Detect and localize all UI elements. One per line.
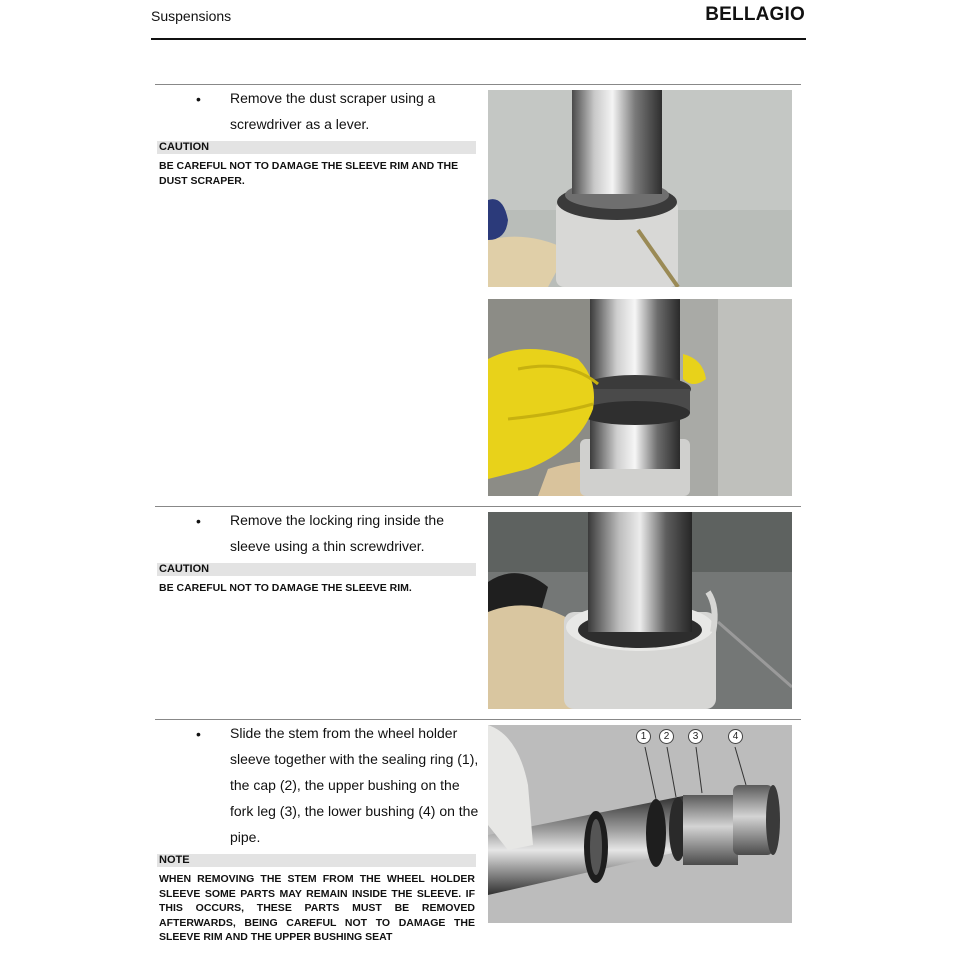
caution-label: CAUTION — [157, 563, 476, 576]
photo-dust-scraper-lever — [488, 90, 792, 287]
brand-title: BELLAGIO — [705, 4, 805, 25]
photo-locking-ring-screwdriver — [488, 512, 792, 709]
note-text: WHEN REMOVING THE STEM FROM THE WHEEL HOLDER SLEEVE SOME PARTS MAY REMAIN INSIDE THE SLEEVE. IF THIS OCCURS, THESE PARTS MUST BE REMOVED AFTERWARDS, BEING CAREFUL NOT TO DAMAGE THE SLEEVE RIM AND THE UPPER BUSHING SEAT — [159, 873, 475, 943]
bullet: • — [196, 726, 201, 742]
callout-1: 1 — [636, 729, 651, 744]
step-text: Remove the locking ring inside the sleeve using a thin screwdriver. — [230, 512, 445, 554]
bullet: • — [196, 513, 201, 529]
step-text: Remove the dust scraper using a screwdriver as a lever. — [230, 90, 436, 132]
photo-dust-scraper-gloved-hands — [488, 299, 792, 496]
bullet: • — [196, 91, 201, 107]
photo-stem-with-parts — [488, 725, 792, 923]
caution-text: BE CAREFUL NOT TO DAMAGE THE SLEEVE RIM. — [159, 582, 412, 594]
caution-label: CAUTION — [157, 141, 476, 154]
header-divider — [151, 38, 806, 40]
caution-text: BE CAREFUL NOT TO DAMAGE THE SLEEVE RIM AND THE DUST SCRAPER. — [159, 160, 459, 187]
step-text: Slide the stem from the wheel holder sleeve together with the sealing ring (1), the cap (2), the upper bushing on the fork leg (3), the lower bushing (4) on the pipe. — [230, 725, 479, 845]
section-title: Suspensions — [151, 8, 232, 24]
note-label: NOTE — [157, 854, 476, 867]
callout-2: 2 — [659, 729, 674, 744]
callout-4: 4 — [728, 729, 743, 744]
callout-3: 3 — [688, 729, 703, 744]
